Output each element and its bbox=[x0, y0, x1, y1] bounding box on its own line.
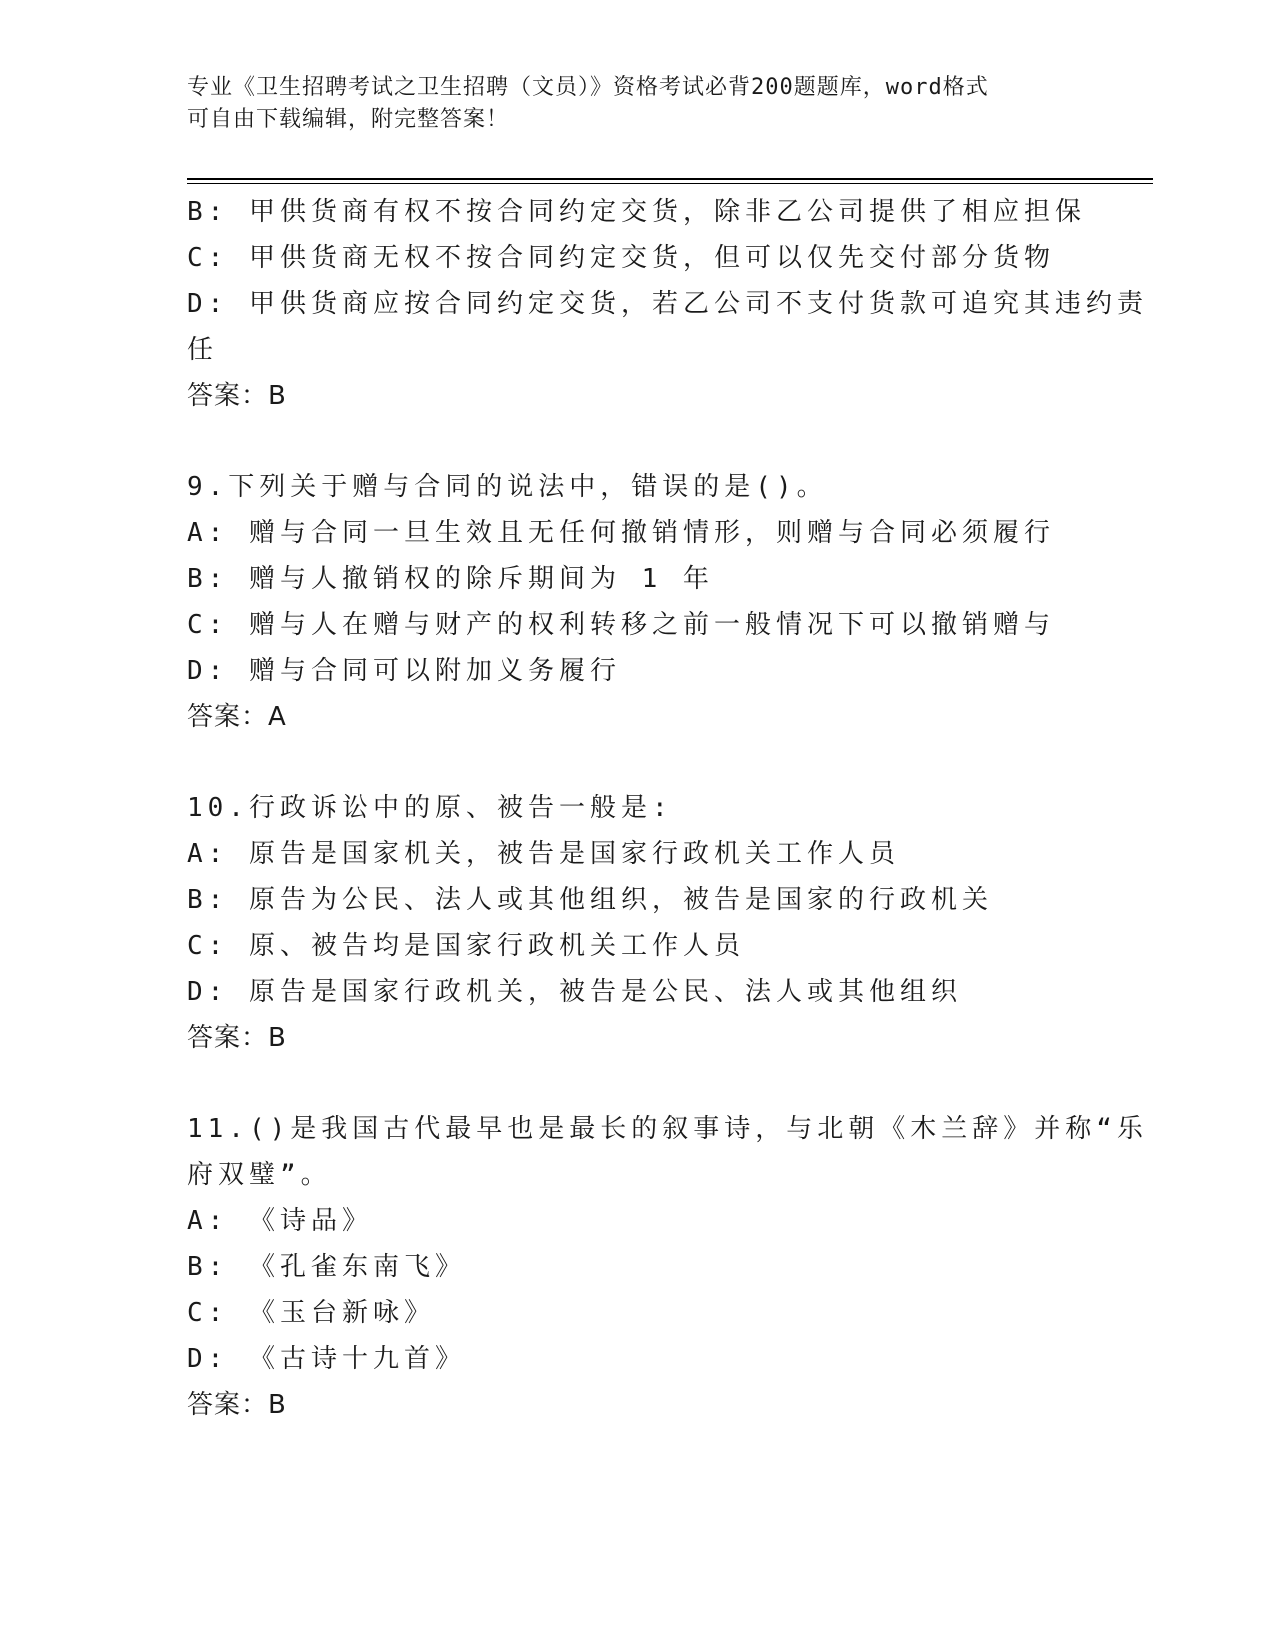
q8-option-d-line-2: 任 bbox=[187, 335, 219, 365]
q9-option-d: D: 赠与合同可以附加义务履行 bbox=[187, 656, 621, 686]
q10-option-a: A: 原告是国家机关，被告是国家行政机关工作人员 bbox=[187, 839, 900, 869]
question-8 bbox=[187, 189, 1148, 419]
q8-option-b: B: 甲供货商有权不按合同约定交货，除非乙公司提供了相应担保 bbox=[187, 197, 1086, 227]
header-title-line-1: 专业《卫生招聘考试之卫生招聘（文员）》资格考试必背200题题库，word格式 bbox=[187, 75, 989, 100]
q10-option-d: D: 原告是国家行政机关，被告是公民、法人或其他组织 bbox=[187, 977, 962, 1007]
q9-option-b: B: 赠与人撤销权的除斥期间为 1 年 bbox=[187, 564, 714, 594]
q11-question-line-2: 府双璧”。 bbox=[187, 1160, 332, 1190]
question-spacer bbox=[187, 419, 1087, 464]
question-10 bbox=[187, 785, 1087, 1061]
header-divider-thin bbox=[187, 183, 1153, 184]
header-divider-thick bbox=[187, 178, 1153, 180]
q9-option-c: C: 赠与人在赠与财产的权利转移之前一般情况下可以撤销赠与 bbox=[187, 610, 1055, 640]
question-spacer bbox=[187, 1061, 1087, 1106]
question-9 bbox=[187, 464, 1087, 740]
q10-question: 10.行政诉讼中的原、被告一般是: bbox=[187, 793, 673, 823]
q11-answer: 答案：B bbox=[187, 1390, 287, 1420]
q11-option-c: C: 《玉台新咏》 bbox=[187, 1298, 435, 1328]
q11-option-b: B: 《孔雀东南飞》 bbox=[187, 1252, 466, 1282]
q10-option-b: B: 原告为公民、法人或其他组织，被告是国家的行政机关 bbox=[187, 885, 993, 915]
q11-option-a: A: 《诗品》 bbox=[187, 1206, 373, 1236]
question-11 bbox=[187, 1106, 1148, 1428]
document-header bbox=[187, 72, 1067, 136]
question-spacer bbox=[187, 740, 1087, 785]
q9-option-a: A: 赠与合同一旦生效且无任何撤销情形，则赠与合同必须履行 bbox=[187, 518, 1055, 548]
q8-option-c: C: 甲供货商无权不按合同约定交货，但可以仅先交付部分货物 bbox=[187, 243, 1055, 273]
q8-option-d-line-1: D: 甲供货商应按合同约定交货，若乙公司不支付货款可追究其违约责 bbox=[187, 289, 1148, 319]
q8-answer: 答案：B bbox=[187, 381, 287, 411]
q10-answer: 答案：B bbox=[187, 1023, 287, 1053]
q10-option-c: C: 原、被告均是国家行政机关工作人员 bbox=[187, 931, 745, 961]
q9-question: 9.下列关于赠与合同的说法中，错误的是()。 bbox=[187, 472, 828, 502]
q11-question-line-1: 11.()是我国古代最早也是最长的叙事诗，与北朝《木兰辞》并称“乐 bbox=[187, 1114, 1148, 1144]
q9-answer: 答案：A bbox=[187, 702, 287, 732]
question-content bbox=[187, 189, 1148, 1428]
q11-option-d: D: 《古诗十九首》 bbox=[187, 1344, 466, 1374]
header-title-line-2: 可自由下载编辑，附完整答案！ bbox=[187, 107, 510, 132]
